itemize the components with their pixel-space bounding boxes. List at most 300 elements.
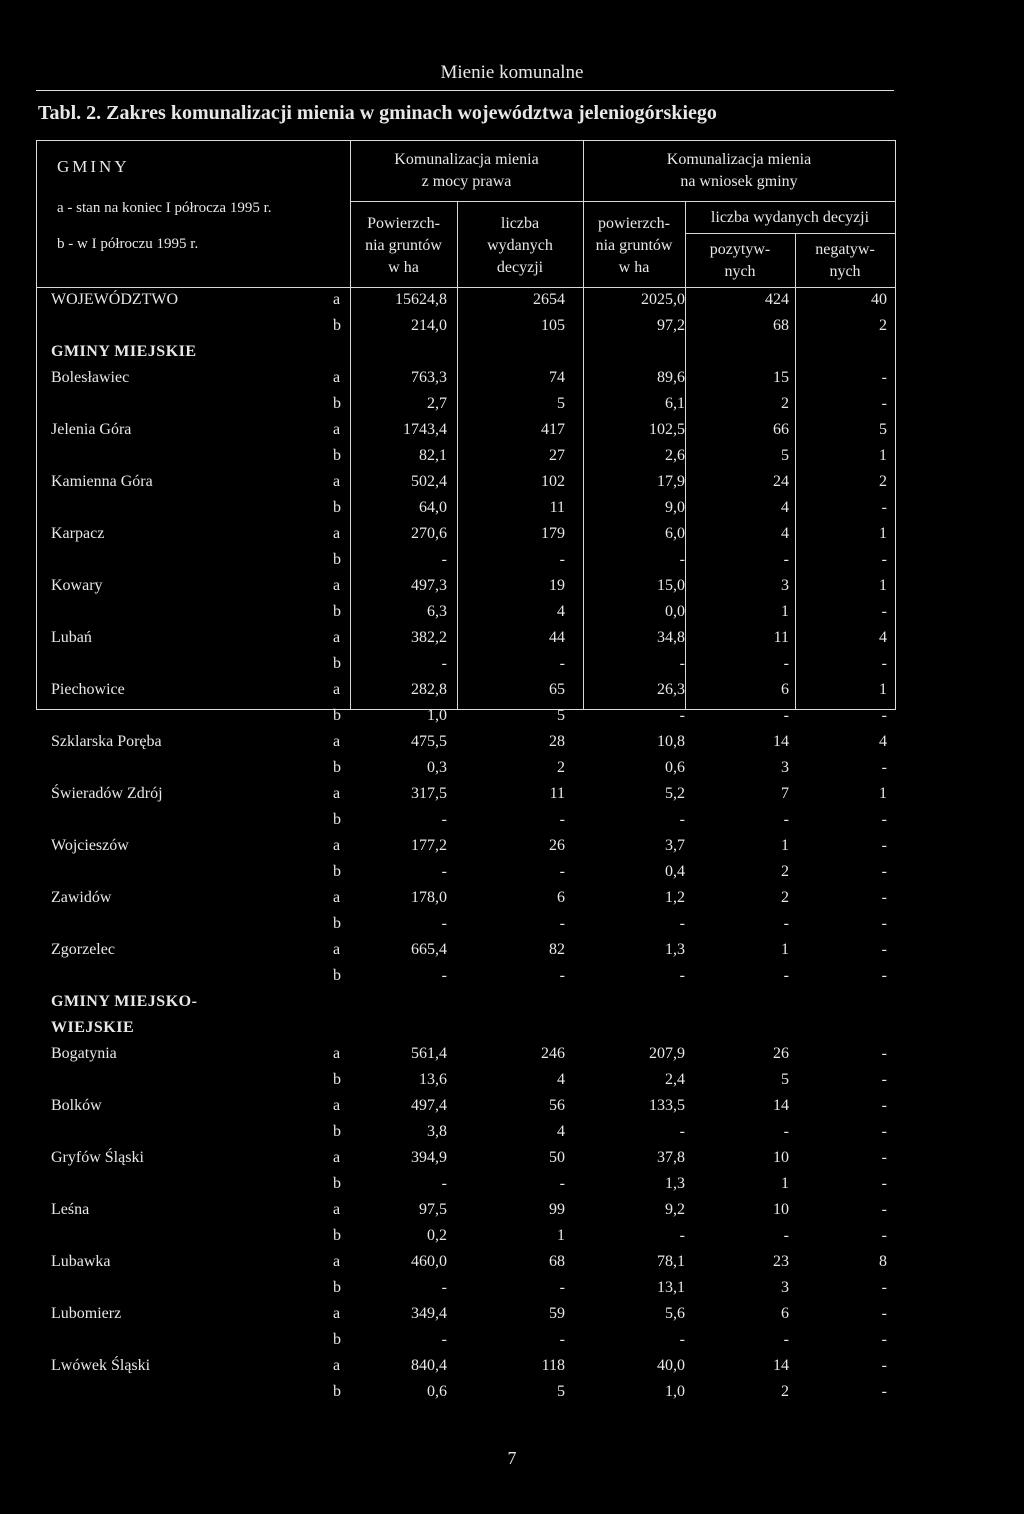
cell-col2: 59 — [549, 1305, 565, 1322]
cell-col2: 5 — [557, 395, 565, 412]
page-number: 7 — [507, 1448, 517, 1468]
cell-col3: - — [679, 551, 685, 568]
cell-col2: 246 — [541, 1045, 565, 1062]
table-body — [37, 289, 895, 1407]
group1-title-line1: Komunalizacja mienia — [394, 151, 539, 168]
table-row — [37, 315, 895, 341]
col2-header-line3: decyzji — [496, 259, 544, 276]
cell-col3: - — [679, 811, 685, 828]
cell-col4: - — [783, 1123, 789, 1140]
cell-col4: 15 — [773, 369, 789, 386]
cell-col3: 5,2 — [665, 785, 685, 802]
col3-header-line2: nia gruntów — [595, 237, 673, 254]
gmina-name: Leśna — [51, 1201, 90, 1218]
cell-col5: - — [881, 603, 887, 620]
cell-col4: 6 — [781, 681, 789, 698]
cell-col5: - — [881, 889, 887, 906]
table-row — [37, 367, 895, 393]
cell-col1: 763,3 — [411, 369, 447, 386]
cell-col2: - — [559, 655, 565, 672]
gmina-name: WOJEWÓDZTWO — [51, 291, 179, 308]
cell-col1: 0,6 — [427, 1383, 447, 1400]
cell-col4: - — [783, 1227, 789, 1244]
cell-col3: - — [679, 1227, 685, 1244]
cell-col2: 11 — [549, 785, 565, 802]
row-type: a — [333, 1045, 341, 1062]
cell-col2: 4 — [557, 1123, 565, 1140]
cell-col2: - — [559, 551, 565, 568]
row-type: b — [333, 1071, 341, 1088]
cell-col3: 0,0 — [665, 603, 685, 620]
cell-col3: 13,1 — [657, 1279, 685, 1296]
cell-col4: 4 — [781, 525, 789, 542]
row-type: a — [333, 1097, 341, 1114]
table-row — [37, 809, 895, 835]
header-rule — [36, 90, 894, 91]
row-type: a — [333, 421, 341, 438]
row-type: b — [333, 603, 341, 620]
row-type: a — [333, 291, 341, 308]
cell-col1: 497,4 — [411, 1097, 447, 1114]
cell-col5: - — [881, 941, 887, 958]
cell-col3: 40,0 — [657, 1357, 685, 1374]
cell-col4: 2 — [781, 395, 789, 412]
gmina-name: Zawidów — [51, 889, 112, 906]
cell-col1: - — [441, 967, 447, 984]
cell-col2: 2654 — [533, 291, 565, 308]
cell-col3: 78,1 — [657, 1253, 685, 1270]
col4-header-line1: pozytyw- — [709, 241, 771, 258]
cell-col1: 177,2 — [411, 837, 447, 854]
row-type: a — [333, 733, 341, 750]
cell-col4: - — [783, 551, 789, 568]
table-title: Tabl. 2. Zakres komunalizacji mienia w gminach województwa jeleniogórskiego — [38, 102, 717, 124]
data-table — [36, 140, 896, 1400]
row-type: b — [333, 811, 341, 828]
table-row — [37, 1303, 895, 1329]
cell-col3: 207,9 — [649, 1045, 685, 1062]
cell-col1: - — [441, 1331, 447, 1348]
gmina-name: Jelenia Góra — [51, 421, 132, 438]
cell-col2: 5 — [557, 707, 565, 724]
group2-title-line2: na wniosek gminy — [680, 173, 798, 190]
cell-col2: 5 — [557, 1383, 565, 1400]
cell-col3: 26,3 — [657, 681, 685, 698]
cell-col2: 1 — [557, 1227, 565, 1244]
cell-col4: - — [783, 967, 789, 984]
row-type: a — [333, 525, 341, 542]
cell-col1: 214,0 — [411, 317, 447, 334]
cell-col1: - — [441, 863, 447, 880]
row-type: b — [333, 1227, 341, 1244]
gmina-name: Lwówek Śląski — [51, 1357, 151, 1374]
cell-col2: - — [559, 967, 565, 984]
row-type: a — [333, 1201, 341, 1218]
gmina-name: Kamienna Góra — [51, 473, 153, 490]
gmina-name: Bogatynia — [51, 1045, 117, 1062]
cell-col4: 4 — [781, 499, 789, 516]
cell-col1: 317,5 — [411, 785, 447, 802]
gminy-header: GMINY — [57, 157, 130, 176]
cell-col3: 102,5 — [649, 421, 685, 438]
gmina-name: Bolesławiec — [51, 369, 130, 386]
table-row — [37, 575, 895, 601]
cell-col5: - — [881, 369, 887, 386]
cell-col1: - — [441, 811, 447, 828]
cell-col1: 282,8 — [411, 681, 447, 698]
section-label: GMINY MIEJSKIE — [51, 343, 197, 360]
cell-col4: 23 — [773, 1253, 789, 1270]
cell-col4: 2 — [781, 863, 789, 880]
cell-col4: 14 — [773, 1357, 789, 1374]
row-type: a — [333, 1305, 341, 1322]
col1-header-line2: nia gruntów — [365, 237, 442, 254]
cell-col2: 68 — [549, 1253, 565, 1270]
cell-col1: 497,3 — [411, 577, 447, 594]
cell-col2: - — [559, 1279, 565, 1296]
row-type: b — [333, 317, 341, 334]
table-row — [37, 1199, 895, 1225]
table-row — [37, 1225, 895, 1251]
cell-col4: - — [783, 811, 789, 828]
row-type: a — [333, 1357, 341, 1374]
cell-col3: 2,6 — [665, 447, 685, 464]
cell-col1: - — [441, 1175, 447, 1192]
cell-col5: - — [881, 1149, 887, 1166]
cell-col1: 349,4 — [411, 1305, 447, 1322]
legend-a: a - stan na koniec I półrocza 1995 r. — [57, 200, 272, 216]
cell-col1: 178,0 — [411, 889, 447, 906]
cell-col5: - — [881, 1045, 887, 1062]
cell-col2: 4 — [557, 603, 565, 620]
cell-col3: 6,1 — [665, 395, 685, 412]
cell-col4: 68 — [773, 317, 789, 334]
section-row — [37, 991, 895, 1017]
cell-col2: 44 — [549, 629, 565, 646]
cell-col1: 64,0 — [419, 499, 447, 516]
cell-col4: 24 — [773, 473, 789, 490]
cell-col4: 5 — [781, 447, 789, 464]
gmina-name: Lubawka — [51, 1253, 111, 1270]
cell-col5: - — [881, 1227, 887, 1244]
row-type: b — [333, 395, 341, 412]
legend-b: b - w I półroczu 1995 r. — [57, 236, 199, 252]
cell-col5: - — [881, 863, 887, 880]
table-row — [37, 1095, 895, 1121]
table-row — [37, 731, 895, 757]
row-type: a — [333, 1253, 341, 1270]
cell-col4: 7 — [781, 785, 789, 802]
cell-col3: 37,8 — [657, 1149, 685, 1166]
cell-col5: - — [881, 395, 887, 412]
cell-col3: 2025,0 — [641, 291, 685, 308]
cell-col5: - — [881, 1097, 887, 1114]
table-row — [37, 1121, 895, 1147]
cell-col4: 1 — [781, 603, 789, 620]
cell-col3: 133,5 — [649, 1097, 685, 1114]
cell-col2: 179 — [541, 525, 565, 542]
table-row — [37, 679, 895, 705]
cell-col1: 82,1 — [419, 447, 447, 464]
cell-col1: 394,9 — [411, 1149, 447, 1166]
cell-col4: - — [783, 915, 789, 932]
col2-header-line2: wydanych — [487, 237, 553, 254]
cell-col3: - — [679, 915, 685, 932]
col4-header-line2: nych — [724, 263, 756, 280]
cell-col5: - — [881, 1123, 887, 1140]
cell-col5: 40 — [871, 291, 887, 308]
cell-col5: - — [881, 915, 887, 932]
cell-col1: 1,0 — [427, 707, 447, 724]
table-row — [37, 757, 895, 783]
cell-col2: 2 — [557, 759, 565, 776]
row-type: b — [333, 759, 341, 776]
cell-col3: 34,8 — [657, 629, 685, 646]
cell-col2: 11 — [549, 499, 565, 516]
cell-col3: 0,4 — [665, 863, 685, 880]
table-row — [37, 1277, 895, 1303]
cell-col3: - — [679, 1331, 685, 1348]
table-row — [37, 1329, 895, 1355]
cell-col1: 561,4 — [411, 1045, 447, 1062]
cell-col3: 2,4 — [665, 1071, 685, 1088]
gmina-name: Lubań — [51, 629, 92, 646]
cell-col3: 5,6 — [665, 1305, 685, 1322]
cell-col4: 11 — [773, 629, 789, 646]
cell-col4: 10 — [773, 1149, 789, 1166]
table-row — [37, 705, 895, 731]
cell-col3: 0,6 — [665, 759, 685, 776]
running-head: Mienie komunalne — [440, 62, 584, 83]
cell-col4: 1 — [781, 941, 789, 958]
cell-col5: - — [881, 1305, 887, 1322]
cell-col5: 5 — [879, 421, 887, 438]
cell-col2: 50 — [549, 1149, 565, 1166]
cell-col5: 4 — [879, 629, 887, 646]
cell-col3: 89,6 — [657, 369, 685, 386]
cell-col4: - — [783, 707, 789, 724]
cell-col4: 14 — [773, 733, 789, 750]
cell-col5: 2 — [879, 317, 887, 334]
row-type: b — [333, 967, 341, 984]
table-row — [37, 1251, 895, 1277]
cell-col2: - — [559, 1331, 565, 1348]
cell-col5: - — [881, 655, 887, 672]
cell-col4: - — [783, 1331, 789, 1348]
row-type: a — [333, 1149, 341, 1166]
cell-col3: - — [679, 967, 685, 984]
row-type: a — [333, 369, 341, 386]
table-row — [37, 1147, 895, 1173]
table-row — [37, 393, 895, 419]
cell-col3: - — [679, 655, 685, 672]
cell-col3: 1,3 — [665, 941, 685, 958]
cell-col2: 105 — [541, 317, 565, 334]
cell-col2: 102 — [541, 473, 565, 490]
cell-col2: 4 — [557, 1071, 565, 1088]
cell-col5: 8 — [879, 1253, 887, 1270]
row-type: b — [333, 447, 341, 464]
cell-col2: - — [559, 863, 565, 880]
table-header — [37, 141, 895, 287]
cell-col2: 74 — [549, 369, 565, 386]
cell-col2: 56 — [549, 1097, 565, 1114]
cell-col4: 1 — [781, 837, 789, 854]
table-row — [37, 627, 895, 653]
cell-col5: - — [881, 967, 887, 984]
col5-header-line1: negatyw- — [815, 241, 875, 258]
cell-col3: 1,3 — [665, 1175, 685, 1192]
cell-col5: - — [881, 1071, 887, 1088]
row-type: b — [333, 707, 341, 724]
col1-header-line3: w ha — [388, 259, 419, 276]
table-row — [37, 965, 895, 991]
cell-col4: 14 — [773, 1097, 789, 1114]
gmina-name: Lubomierz — [51, 1305, 122, 1322]
cell-col5: - — [881, 551, 887, 568]
table-row — [37, 861, 895, 887]
cell-col2: - — [559, 1175, 565, 1192]
row-type: a — [333, 941, 341, 958]
cell-col3: 9,2 — [665, 1201, 685, 1218]
cell-col5: - — [881, 759, 887, 776]
cell-col5: 2 — [879, 473, 887, 490]
row-type: b — [333, 1279, 341, 1296]
cell-col4: 5 — [781, 1071, 789, 1088]
cell-col2: 99 — [549, 1201, 565, 1218]
section-row — [37, 341, 895, 367]
cell-col5: - — [881, 1201, 887, 1218]
cell-col1: 6,3 — [427, 603, 447, 620]
cell-col4: 1 — [781, 1175, 789, 1192]
cell-col1: 382,2 — [411, 629, 447, 646]
col3-header-line3: w ha — [618, 259, 650, 276]
cell-col4: 10 — [773, 1201, 789, 1218]
table-row — [37, 835, 895, 861]
cell-col1: - — [441, 915, 447, 932]
cell-col1: - — [441, 1279, 447, 1296]
col3-header-line1: powierzch- — [598, 215, 670, 232]
cell-col3: 1,0 — [665, 1383, 685, 1400]
gmina-name: Bolków — [51, 1097, 102, 1114]
cell-col1: 2,7 — [427, 395, 447, 412]
table-row — [37, 497, 895, 523]
cell-col2: 28 — [549, 733, 565, 750]
gmina-name: Kowary — [51, 577, 103, 594]
row-type: a — [333, 785, 341, 802]
cell-col3: 1,2 — [665, 889, 685, 906]
section-row — [37, 1017, 895, 1043]
cell-col1: 97,5 — [419, 1201, 447, 1218]
cell-col2: 26 — [549, 837, 565, 854]
cell-col1: 665,4 — [411, 941, 447, 958]
table-row — [37, 419, 895, 445]
cell-col1: 1743,4 — [403, 421, 447, 438]
cell-col2: - — [559, 811, 565, 828]
table-row — [37, 1173, 895, 1199]
cell-col2: 6 — [557, 889, 565, 906]
cell-col4: 3 — [781, 759, 789, 776]
cell-col5: 1 — [879, 447, 887, 464]
table-row — [37, 1043, 895, 1069]
cell-col4: 424 — [765, 291, 789, 308]
table-row — [37, 445, 895, 471]
cell-col4: 2 — [781, 1383, 789, 1400]
gmina-name: Świeradów Zdrój — [51, 785, 163, 802]
table-row — [37, 1069, 895, 1095]
row-type: a — [333, 629, 341, 646]
cell-col5: - — [881, 1279, 887, 1296]
table-row — [37, 939, 895, 965]
cell-col3: 97,2 — [657, 317, 685, 334]
cell-col1: 13,6 — [419, 1071, 447, 1088]
cell-col4: - — [783, 655, 789, 672]
gmina-name: Karpacz — [51, 525, 105, 542]
row-type: b — [333, 655, 341, 672]
cell-col3: - — [679, 707, 685, 724]
section-label-line2: WIEJSKIE — [51, 1019, 135, 1036]
col2-header-line1: liczba — [500, 215, 540, 232]
cell-col1: - — [441, 551, 447, 568]
cell-col5: - — [881, 1175, 887, 1192]
table-row — [37, 913, 895, 939]
cell-col1: 840,4 — [411, 1357, 447, 1374]
cell-col2: - — [559, 915, 565, 932]
row-type: b — [333, 1383, 341, 1400]
gmina-name: Wojcieszów — [51, 837, 129, 854]
cell-col1: 270,6 — [411, 525, 447, 542]
cell-col1: 0,3 — [427, 759, 447, 776]
table-row — [37, 1355, 895, 1381]
row-type: b — [333, 551, 341, 568]
cell-col4: 3 — [781, 577, 789, 594]
row-type: b — [333, 863, 341, 880]
table-row — [37, 523, 895, 549]
row-type: a — [333, 681, 341, 698]
cell-col5: 1 — [879, 681, 887, 698]
row-type: b — [333, 499, 341, 516]
cell-col5: - — [881, 1357, 887, 1374]
cell-col3: 6,0 — [665, 525, 685, 542]
cell-col2: 27 — [549, 447, 565, 464]
cell-col5: 1 — [879, 577, 887, 594]
cell-col4: 66 — [773, 421, 789, 438]
row-type: a — [333, 837, 341, 854]
cell-col5: - — [881, 811, 887, 828]
table-row — [37, 549, 895, 575]
col45-group-header: liczba wydanych decyzji — [710, 209, 870, 226]
cell-col1: 0,2 — [427, 1227, 447, 1244]
cell-col4: 3 — [781, 1279, 789, 1296]
cell-col5: 4 — [879, 733, 887, 750]
row-type: b — [333, 1123, 341, 1140]
cell-col5: - — [881, 499, 887, 516]
col5-header-line2: nych — [829, 263, 861, 280]
cell-col1: 502,4 — [411, 473, 447, 490]
gmina-name: Gryfów Śląski — [51, 1149, 144, 1166]
cell-col1: 3,8 — [427, 1123, 447, 1140]
section-label: GMINY MIEJSKO- — [51, 993, 198, 1010]
cell-col3: - — [679, 1123, 685, 1140]
row-type: b — [333, 915, 341, 932]
cell-col3: 10,8 — [657, 733, 685, 750]
group1-title-line2: z mocy prawa — [421, 173, 512, 190]
cell-col4: 2 — [781, 889, 789, 906]
cell-col4: 6 — [781, 1305, 789, 1322]
cell-col5: 1 — [879, 525, 887, 542]
row-type: b — [333, 1175, 341, 1192]
cell-col5: 1 — [879, 785, 887, 802]
